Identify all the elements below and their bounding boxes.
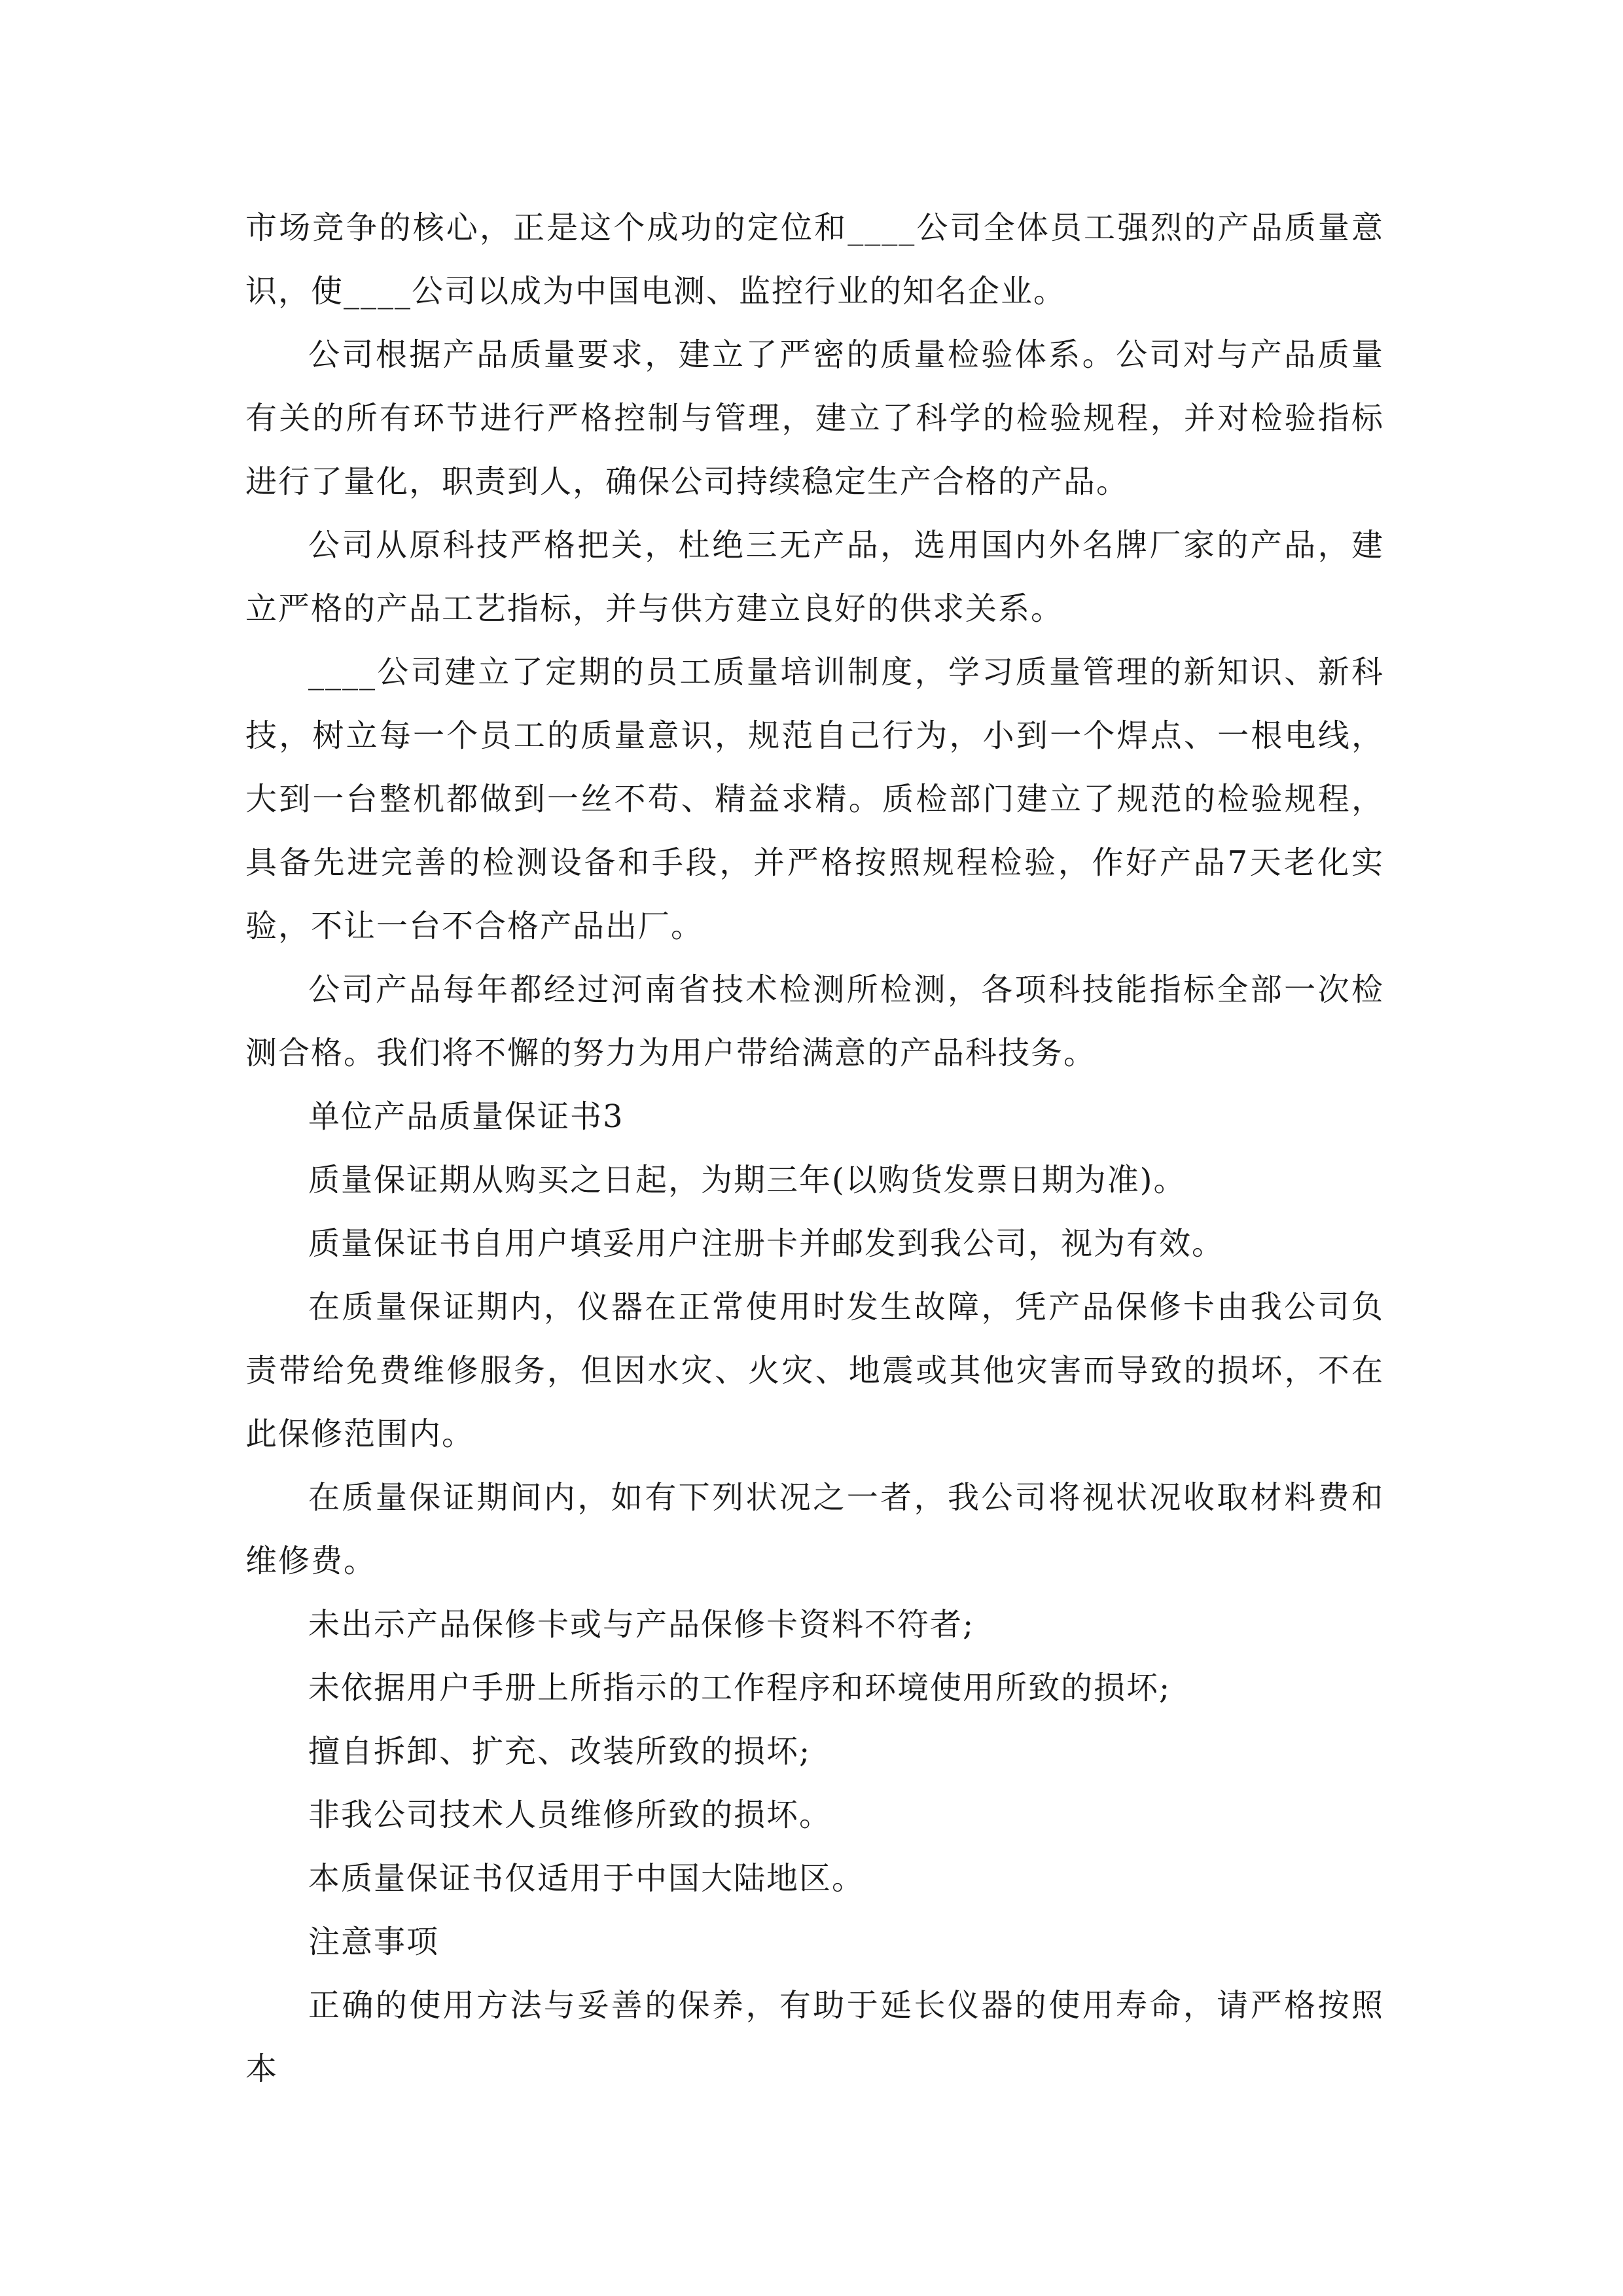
paragraph: 正确的使用方法与妥善的保养，有助于延长仪器的使用寿命，请严格按照本	[245, 1987, 1384, 2087]
paragraph: 公司产品每年都经过河南省技术检测所检测，各项科技能指标全部一次检测合格。我们将不懈的努力为用户带给满意的产品科技务。	[245, 971, 1384, 1071]
section-heading: 单位产品质量保证书3	[308, 1098, 624, 1135]
list-item: 未出示产品保修卡或与产品保修卡资料不符者;	[308, 1606, 975, 1643]
document-body	[245, 196, 1384, 2101]
section-heading: 注意事项	[308, 1924, 440, 1960]
paragraph: 公司根据产品质量要求，建立了严密的质量检验体系。公司对与产品质量有关的所有环节进行严格控制与管理，建立了科学的检验规程，并对检验指标进行了量化，职责到人，确保公司持续稳定生产合格的产品。	[245, 336, 1384, 500]
paragraph: 在质量保证期间内，如有下列状况之一者，我公司将视状况收取材料费和维修费。	[245, 1479, 1384, 1579]
paragraph: 市场竞争的核心，正是这个成功的定位和____公司全体员工强烈的产品质量意识，使____公司以成为中国电测、监控行业的知名企业。	[245, 209, 1384, 310]
paragraph: 质量保证书自用户填妥用户注册卡并邮发到我公司，视为有效。	[308, 1225, 1225, 1262]
paragraph: 质量保证期从购买之日起，为期三年(以购货发票日期为准)。	[308, 1162, 1186, 1198]
paragraph: ____公司建立了定期的员工质量培训制度，学习质量管理的新知识、新科技，树立每一个员工的质量意识，规范自己行为，小到一个焊点、一根电线，大到一台整机都做到一丝不苟、精益求精。质检部门建立了规范的检验规程，具备先进完善的检测设备和手段，并严格按照规程检验，作好产品7天老化实验，不让一台不合格产品出厂。	[245, 654, 1384, 944]
paragraph: 公司从原科技严格把关，杜绝三无产品，选用国内外名牌厂家的产品，建立严格的产品工艺指标，并与供方建立良好的供求关系。	[245, 527, 1384, 627]
list-item: 擅自拆卸、扩充、改装所致的损坏;	[308, 1733, 812, 1770]
paragraph: 在质量保证期内，仪器在正常使用时发生故障，凭产品保修卡由我公司负责带给免费维修服务，但因水灾、火灾、地震或其他灾害而导致的损坏，不在此保修范围内。	[245, 1289, 1384, 1452]
list-item: 非我公司技术人员维修所致的损坏。	[308, 1797, 832, 1833]
paragraph: 本质量保证书仅适用于中国大陆地区。	[308, 1860, 865, 1897]
list-item: 未依据用户手册上所指示的工作程序和环境使用所致的损坏;	[308, 1670, 1171, 1706]
